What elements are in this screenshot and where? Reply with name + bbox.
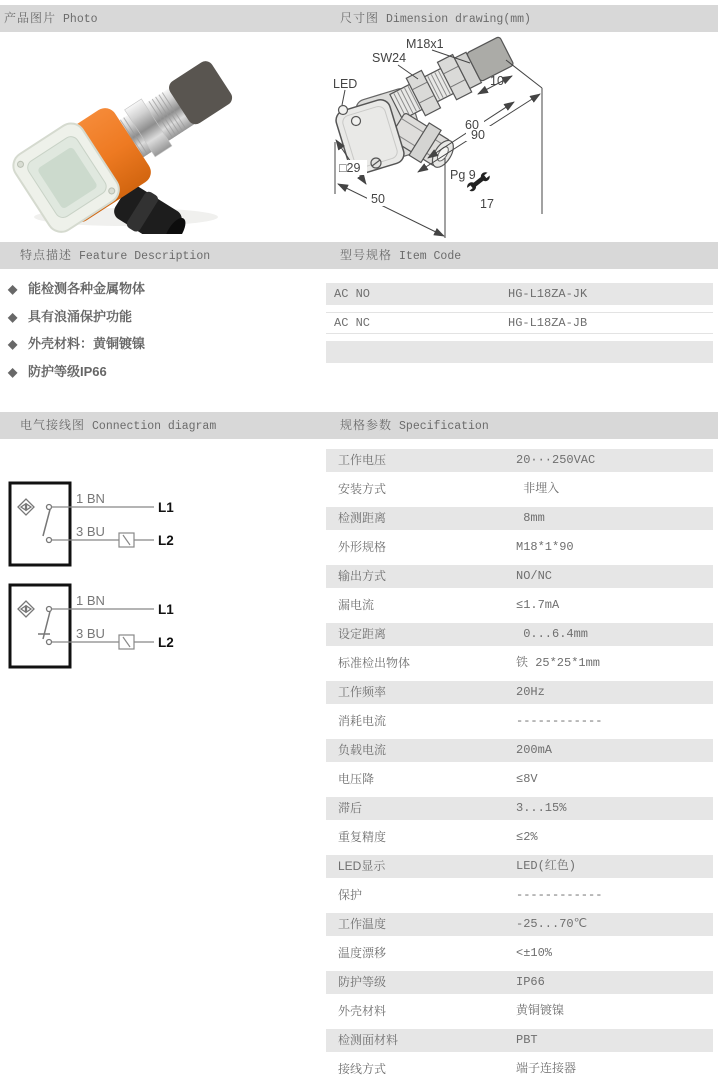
wire-label: 1 BN — [76, 593, 105, 608]
spec-label: 重复精度 — [338, 830, 387, 844]
spec-label: 外形规格 — [338, 540, 387, 554]
spec-label: 消耗电流 — [338, 714, 387, 728]
spec-value: 200mA — [516, 743, 553, 757]
dimension-drawing — [332, 32, 604, 244]
spec-value: 端子连接器 — [516, 1062, 577, 1076]
spec-row — [326, 507, 713, 530]
dimension-header-zh: 尺寸图 — [340, 11, 380, 25]
product-photo — [8, 36, 243, 234]
spec-label: 工作电压 — [338, 453, 387, 467]
terminal-label: L2 — [158, 533, 174, 548]
spec-value: <±10% — [516, 946, 553, 960]
item-code-table — [326, 283, 713, 370]
spec-row — [326, 913, 713, 936]
photo-header — [4, 5, 98, 32]
spec-label: 漏电流 — [338, 598, 375, 612]
dim-label-60: 60 — [465, 118, 479, 132]
sensor-symbol-icon — [18, 601, 34, 617]
spec-row — [326, 768, 713, 791]
spec-value: ≤1.7mA — [516, 598, 560, 612]
spec-label: 安装方式 — [338, 482, 387, 496]
diamond-bullet-icon: ◆ — [8, 282, 18, 296]
feature-header — [20, 242, 210, 269]
spec-value: PBT — [516, 1033, 538, 1047]
spec-label: 电压降 — [338, 772, 375, 786]
feature-text: 外壳材料：黄铜镀镍 — [28, 336, 146, 351]
item-code: HG-L18ZA-JB — [508, 316, 588, 330]
spec-value: LED(红色) — [516, 859, 577, 873]
spec-row — [326, 710, 713, 733]
spec-value: 3...15% — [516, 801, 567, 815]
dim-label-thread: M18x1 — [406, 37, 444, 51]
spec-value: -25...70℃ — [516, 917, 588, 931]
item-code — [508, 341, 713, 363]
connection-header — [20, 412, 216, 439]
item-code-row — [326, 283, 713, 305]
connection-diagrams — [4, 474, 189, 690]
terminal-label: L2 — [158, 635, 174, 650]
spec-value: ------------ — [516, 888, 603, 902]
spec-value: 20Hz — [516, 685, 545, 699]
diamond-bullet-icon: ◆ — [8, 337, 18, 351]
spec-row — [326, 1000, 713, 1023]
itemcode-header-en: Item Code — [399, 250, 462, 263]
specification-table — [326, 449, 713, 1085]
spec-row — [326, 594, 713, 617]
spec-row — [326, 855, 713, 878]
spec-value: 非埋入 — [516, 482, 560, 496]
itemcode-header-zh: 型号规格 — [340, 248, 393, 262]
spec-value: 0...6.4mm — [516, 627, 589, 641]
spec-value: 黄铜镀镍 — [516, 1004, 565, 1018]
led-hole-1 — [339, 106, 348, 115]
spec-label: 输出方式 — [338, 569, 387, 583]
section-header-feature-itemcode — [0, 242, 718, 269]
sensor-symbol-icon — [18, 499, 34, 515]
spec-row — [326, 565, 713, 588]
terminal-label: L1 — [158, 602, 174, 617]
spec-label: 检测距离 — [338, 511, 387, 525]
spec-row — [326, 652, 713, 675]
spec-row — [326, 971, 713, 994]
spec-value: NO/NC — [516, 569, 553, 583]
feature-text: 能检测各种金属物体 — [28, 281, 146, 296]
spec-row — [326, 826, 713, 849]
spec-value: ≤8V — [516, 772, 538, 786]
spec-row — [326, 884, 713, 907]
spec-label: 保护 — [338, 888, 363, 902]
item-code: HG-L18ZA-JK — [508, 287, 588, 301]
wire-label: 1 BN — [76, 491, 105, 506]
dim-label-led: LED — [333, 77, 358, 91]
feature-item — [8, 358, 308, 386]
spec-row — [326, 478, 713, 501]
switch-arm-nc — [43, 612, 50, 640]
feature-header-en: Feature Description — [79, 250, 211, 263]
switch-arm-no — [43, 510, 50, 537]
spec-header-zh: 规格参数 — [340, 418, 393, 432]
spec-row — [326, 739, 713, 762]
spec-row — [326, 449, 713, 472]
photo-header-en: Photo — [63, 13, 98, 26]
wire-label: 3 BU — [76, 524, 105, 539]
spec-row — [326, 536, 713, 559]
spec-label: 防护等级 — [338, 975, 387, 989]
spec-header — [340, 412, 489, 439]
section-header-connection-spec — [0, 412, 718, 439]
feature-item — [8, 330, 308, 358]
spec-value: M18*1*90 — [516, 540, 574, 554]
item-code-row — [326, 341, 713, 363]
item-code-row — [326, 312, 713, 334]
spec-label: LED显示 — [338, 859, 386, 873]
dim-label-sw24: SW24 — [372, 51, 407, 65]
connection-diagram-no — [10, 483, 174, 565]
led-hole-2 — [352, 117, 361, 126]
dimension-header — [340, 5, 531, 32]
diamond-bullet-icon: ◆ — [8, 364, 18, 379]
dim-label-pg9: Pg 9 — [450, 168, 476, 182]
feature-header-zh: 特点描述 — [20, 248, 73, 262]
spec-value: IP66 — [516, 975, 545, 989]
section-header-photo-dimension — [0, 5, 718, 32]
feature-text: 防护等级IP66 — [28, 363, 107, 379]
spec-label: 设定距离 — [338, 627, 387, 641]
spec-row — [326, 797, 713, 820]
spec-label: 检测面材料 — [338, 1033, 399, 1047]
feature-item — [8, 275, 308, 303]
connection-header-zh: 电气接线图 — [20, 418, 86, 432]
spec-label: 负载电流 — [338, 743, 387, 757]
spec-row — [326, 623, 713, 646]
spec-row — [326, 942, 713, 965]
itemcode-header — [340, 242, 461, 269]
spec-label: 外壳材料 — [338, 1004, 387, 1018]
feature-text: 具有浪涌保护功能 — [28, 308, 133, 324]
connection-header-en: Connection diagram — [92, 420, 217, 433]
spec-label: 工作频率 — [338, 685, 387, 699]
feature-list — [8, 275, 308, 385]
diamond-bullet-icon: ◆ — [8, 309, 18, 324]
spec-row — [326, 1029, 713, 1052]
item-type — [326, 341, 508, 363]
item-type: AC NO — [334, 287, 371, 301]
dim-label-17: 17 — [480, 197, 494, 211]
spec-value: ------------ — [516, 714, 603, 728]
terminal-label: L1 — [158, 500, 174, 515]
spec-row — [326, 681, 713, 704]
spec-value: ≤2% — [516, 830, 538, 844]
dimension-header-en: Dimension drawing(mm) — [386, 13, 531, 26]
dim-label-29: □29 — [339, 161, 361, 175]
spec-header-en: Specification — [399, 420, 489, 433]
spec-label: 标准检出物体 — [338, 656, 411, 670]
wire-label: 3 BU — [76, 626, 105, 641]
dim-label-10: 10 — [490, 74, 504, 88]
photo-header-zh: 产品图片 — [4, 11, 57, 25]
item-type: AC NC — [334, 316, 371, 330]
feature-item — [8, 303, 308, 331]
spec-label: 滞后 — [338, 801, 363, 815]
spec-row — [326, 1058, 713, 1081]
spec-label: 工作温度 — [338, 917, 387, 931]
spec-value: 20···250VAC — [516, 453, 596, 467]
dim-label-50: 50 — [371, 192, 385, 206]
spec-value: 铁 25*25*1mm — [516, 656, 601, 670]
spec-value: 8mm — [516, 511, 545, 525]
spec-label: 温度漂移 — [338, 946, 387, 960]
connection-diagram-nc — [10, 585, 174, 667]
dim-label-90: 90 — [471, 128, 485, 142]
spec-label: 接线方式 — [338, 1062, 387, 1076]
